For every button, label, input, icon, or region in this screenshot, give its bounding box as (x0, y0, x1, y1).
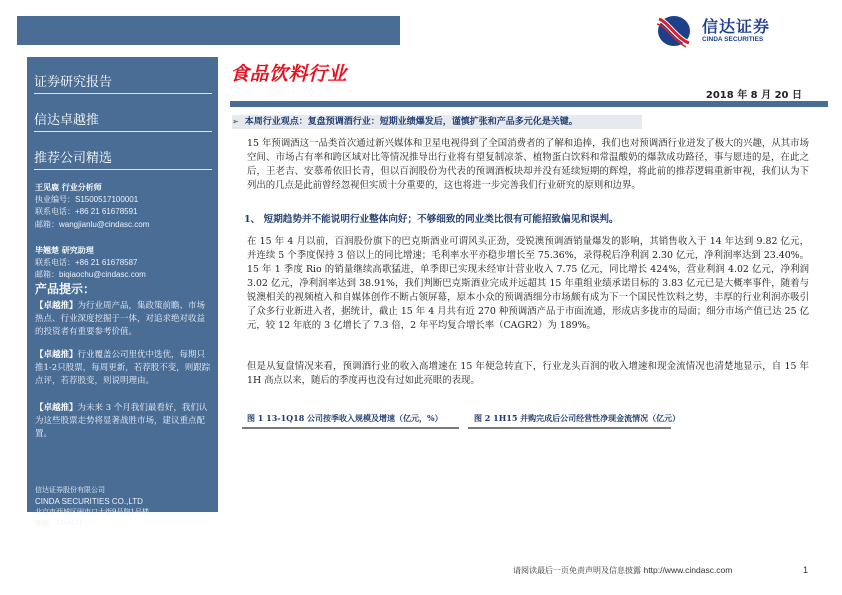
figure-2-rule (468, 427, 671, 429)
sidebar (27, 57, 218, 527)
product-tag: 【卓越推】 (35, 350, 78, 360)
cinda-logo-mark-icon (656, 14, 692, 48)
analyst-phone: 联系电话：+86 21 61678591 (35, 207, 138, 216)
header-bar (17, 16, 400, 45)
figure-2-caption: 图 2 1H15 并购完成后公司经营性净现金流情况（亿元） (474, 413, 681, 423)
product-notice-item (35, 349, 213, 388)
report-date: 2018 年 8 月 20 日 (705, 90, 802, 101)
viewpoint-text: 本周行业观点：复盘预调酒行业：短期业绩爆发后，谨慎扩张和产品多元化是关键。 (244, 117, 578, 127)
bullet-arrow-icon: ➢ (232, 117, 239, 126)
assistant-name: 毕翘楚 研究助理 (35, 245, 94, 255)
sidebar-item-research-report: 证券研究报告 (34, 71, 212, 94)
company-postcode: 邮编：100031 (35, 519, 83, 527)
sidebar-item-recommended-companies: 推荐公司精选 (34, 147, 212, 170)
company-name-en: CINDA SECURITIES CO.,LTD (35, 497, 143, 506)
weekly-viewpoint (232, 115, 642, 129)
company-info (35, 485, 149, 529)
sidebar-item-cinda-pick: 信达卓越推 (34, 109, 212, 132)
analyst-name: 王见鹿 行业分析师 (35, 182, 102, 192)
figure-1-caption: 图 1 13-1Q18 公司按季收入规模及增速（亿元，%） (247, 413, 443, 423)
analyst-license: 执业编号：S1500517100001 (35, 194, 139, 204)
body-paragraph-2: 但是从复盘情况来看，预调酒行业的收入高增速在 15 年便急转直下，行业龙头百润的收入增速和现金流情况也清楚地显示，自 15 年 1H 高点以来，随后的季度再也没有过如此亮眼的表现。 (247, 361, 809, 386)
product-text: 为行业周产品，集政策前瞻、市场热点、行业深度挖掘于一体，对追求绝对收益的投资者有重要参考价值。 (35, 301, 206, 337)
product-notice-item (35, 300, 213, 339)
figure-1-rule (242, 427, 459, 429)
body-paragraph-1: 在 15 年 4 月以前，百润股份旗下的巴克斯酒业可谓风头正劲，受锐澳预调酒销量爆发的影响，其销售收入于 14 年达到 9.82 亿元，并连续 5 个季度保持 3 倍以上的同比增速；毛利率水平亦稳步增长至 75.36%，录得税后净利润 2.30 亿元，净利润率达到 23.40%。15 年 1 季度 Rio 的销量继续高歌猛进，单季即已实现未经审计营业收入 7.75 亿元，同比增长 424%，营业利润 4.02 亿元，净利润 3.02 亿元，净利润率达到 38.91%，我们判断巴克斯酒业完成并远超其 15 年重组业绩承诺目标的 3.83 亿元已是大概率事件，随着与锐澳相关的视频植入和自媒体创作不断占领屏幕，原本小众的预调酒细分市场颇有成为下一个国民性饮料之势，丰厚的行业利润亦吸引了众多行业新进入者，据统计，截止 15 年 4 月共有近 270 种预调酒产品于市面流通，形成店多拢市的局面；细分市场产值已达 25 亿元，较 12 年底的 3 亿增长了 7.3 倍，2 年平均复合增长率（CAGR2）为 189%。 (247, 236, 809, 331)
assistant-email: 邮箱：biqiaochu@cindasc.com (35, 270, 146, 279)
product-text: 为未来 3 个月我们最看好，我们认为这些股票走势将显著战胜市场，建议重点配置。 (35, 403, 208, 439)
assistant-card (35, 244, 146, 282)
analyst-card (35, 181, 149, 231)
brand-name-en: CINDA SECURITIES (702, 36, 764, 43)
company-address: 北京市西城区闹市口大街9号院1号楼 (35, 508, 149, 516)
cinda-logo (656, 14, 836, 48)
analyst-email: 邮箱：wangjianlu@cindasc.com (35, 219, 150, 229)
brand-name-cn: 信达证券 (702, 17, 771, 36)
product-tag: 【卓越推】 (35, 301, 78, 311)
intro-paragraph: 15 年预调酒这一品类首次通过新兴媒体和卫星电视得到了全国消费者的了解和追捧，我们也对预调酒行业迸发了极大的兴趣，从其市场空间、市场占有率和跨区域对比等情况推导出行业将有望复制凉茶、植物蛋白饮料和常温酸奶的爆款成功路径，事与愿违的是，在此之后，王老吉、安慕希依旧长青，但以百润股份为代表的预调酒板块却并没有延续短期的辉煌，将此前的推荐逻辑重新审视，我们认为下列出的几点是此前曾经忽视但实质十分重要的，这也将进一步完善我们行业研究的原则和边界。 (247, 138, 809, 191)
company-name-cn: 信达证券股份有限公司 (35, 486, 105, 494)
product-notice-item (35, 402, 213, 441)
product-tag: 【卓越推】 (35, 403, 78, 413)
footer (513, 565, 732, 576)
footer-disclaimer: 请阅读最后一页免责声明及信息披露 (513, 566, 641, 575)
product-text: 行业覆盖公司里优中选优，每期只推1-2只股票，每周更新，若荐股不变，则跟踪点评，若荐股变，则说明理由。 (35, 350, 211, 386)
title-divider (230, 101, 828, 107)
section-heading: 1、 短期趋势并不能说明行业整体向好；不够细致的同业类比很有可能招致偏见和误判。 (244, 214, 619, 225)
page-number: 1 (803, 565, 809, 575)
footer-url[interactable]: http://www.cindasc.com (643, 565, 733, 575)
assistant-phone: 联系电话：+86 21 61678587 (35, 257, 138, 267)
industry-title: 食品饮料行业 (230, 63, 348, 85)
product-notice-title: 产品提示： (35, 282, 96, 296)
